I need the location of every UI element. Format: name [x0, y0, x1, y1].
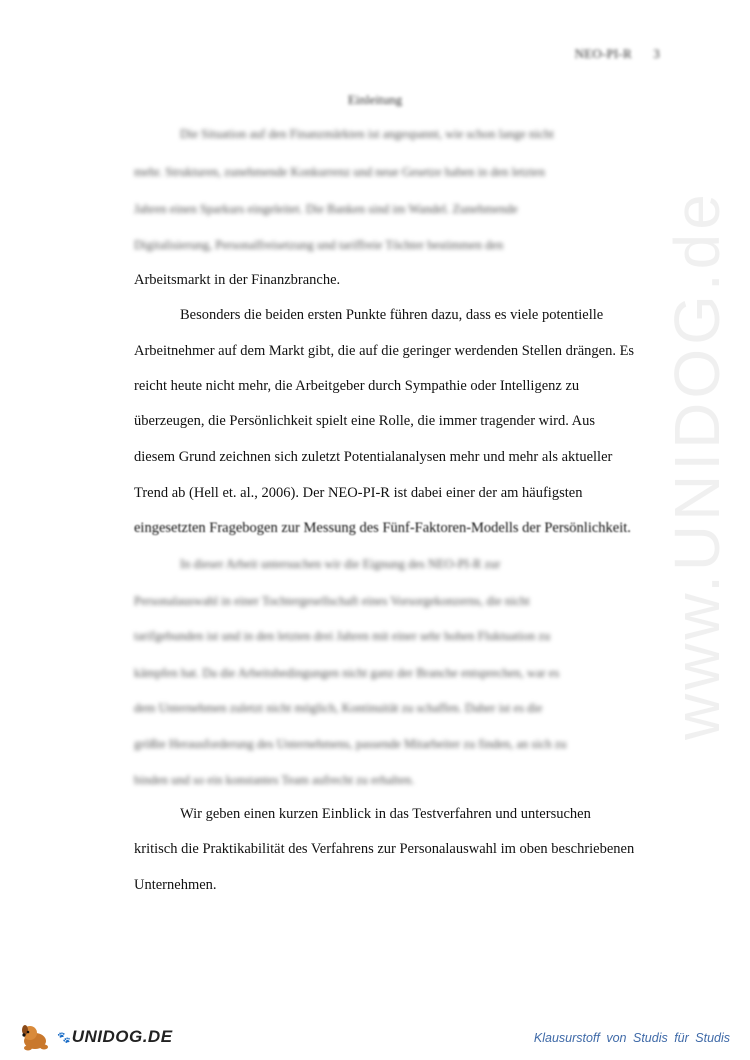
page-number: 3 [653, 46, 660, 61]
text-line: Die Situation auf den Finanzmärkten ist angespannt, wie schon lange nicht [180, 127, 554, 141]
running-header [575, 46, 660, 62]
unidog-logo[interactable] [18, 1022, 173, 1052]
text-line: kritisch die Praktikabilität des Verfahrens zur Personalauswahl im oben beschriebenen [134, 841, 635, 857]
text-line: tarifgebunden ist und in den letzten drei Jahren mit einer sehr hohen Fluktuation zu [134, 629, 551, 643]
text-line: In dieser Arbeit untersuchen wir die Eignung des NEO-PI-R zur [180, 557, 501, 571]
text-line: kämpfen hat. Da die Arbeitsbedingungen nicht ganz der Branche entsprechen, war es [134, 666, 560, 680]
text-line: Personalauswahl in einer Tochtergesellschaft eines Vorsorgekonzerns, die nicht [134, 594, 530, 608]
text-line: überzeugen, die Persönlichkeit spielt eine Rolle, die immer tragender wird. Aus [134, 413, 596, 429]
dog-mascot-icon [18, 1023, 52, 1051]
text-line: Unternehmen. [134, 877, 217, 893]
text-line: binden und so ein konstantes Team aufrecht zu erhalten. [134, 773, 415, 787]
text-line: Arbeitsmarkt in der Finanzbranche. [134, 272, 341, 288]
text-line: reicht heute nicht mehr, die Arbeitgeber durch Sympathie oder Intelligenz zu [134, 378, 580, 394]
text-line: größte Herausforderung des Unternehmens, passende Mitarbeiter zu finden, an sich zu [134, 737, 567, 751]
section-heading: Einleitung [347, 92, 403, 107]
text-line: Arbeitnehmer auf dem Markt gibt, die auf die geringer werdenden Stellen drängen. Es [134, 343, 635, 359]
running-title: NEO-PI-R [574, 46, 632, 61]
watermark: www.UNIDOG.de [661, 190, 733, 740]
text-line: eingesetzten Fragebogen zur Messung des Fünf-Faktoren-Modells der Persönlichkeit. [134, 520, 631, 536]
text-line: Jahren einen Sparkurs eingeleitet. Die Banken sind im Wandel. Zunehmende [134, 202, 518, 216]
text-line: dem Unternehmen zuletzt nicht möglich, Kontinuität zu schaffen. Daher ist es die [134, 701, 543, 715]
footer-slogan: Klausurstoff von Studis für Studis [533, 1031, 730, 1045]
paw-icon: 🐾 [57, 1031, 71, 1044]
text-line: Besonders die beiden ersten Punkte führen dazu, dass es viele potentielle [180, 307, 604, 323]
text-line: Wir geben einen kurzen Einblick in das Testverfahren und untersuchen [180, 806, 591, 822]
text-line: diesem Grund zeichnen sich zuletzt Potentialanalysen mehr und mehr als aktueller [134, 449, 613, 465]
logo-text: UNIDOG.DE [71, 1027, 173, 1046]
text-line: Digitalisierung, Personalfreisetzung und tariffreie Töchter bestimmen den [134, 238, 504, 252]
text-line: mehr. Strukturen, zunehmende Konkurrenz und neue Gesetze haben in den letzten [134, 165, 545, 179]
text-line: Trend ab (Hell et. al., 2006). Der NEO-PI-R ist dabei einer der am häufigsten [134, 485, 583, 501]
